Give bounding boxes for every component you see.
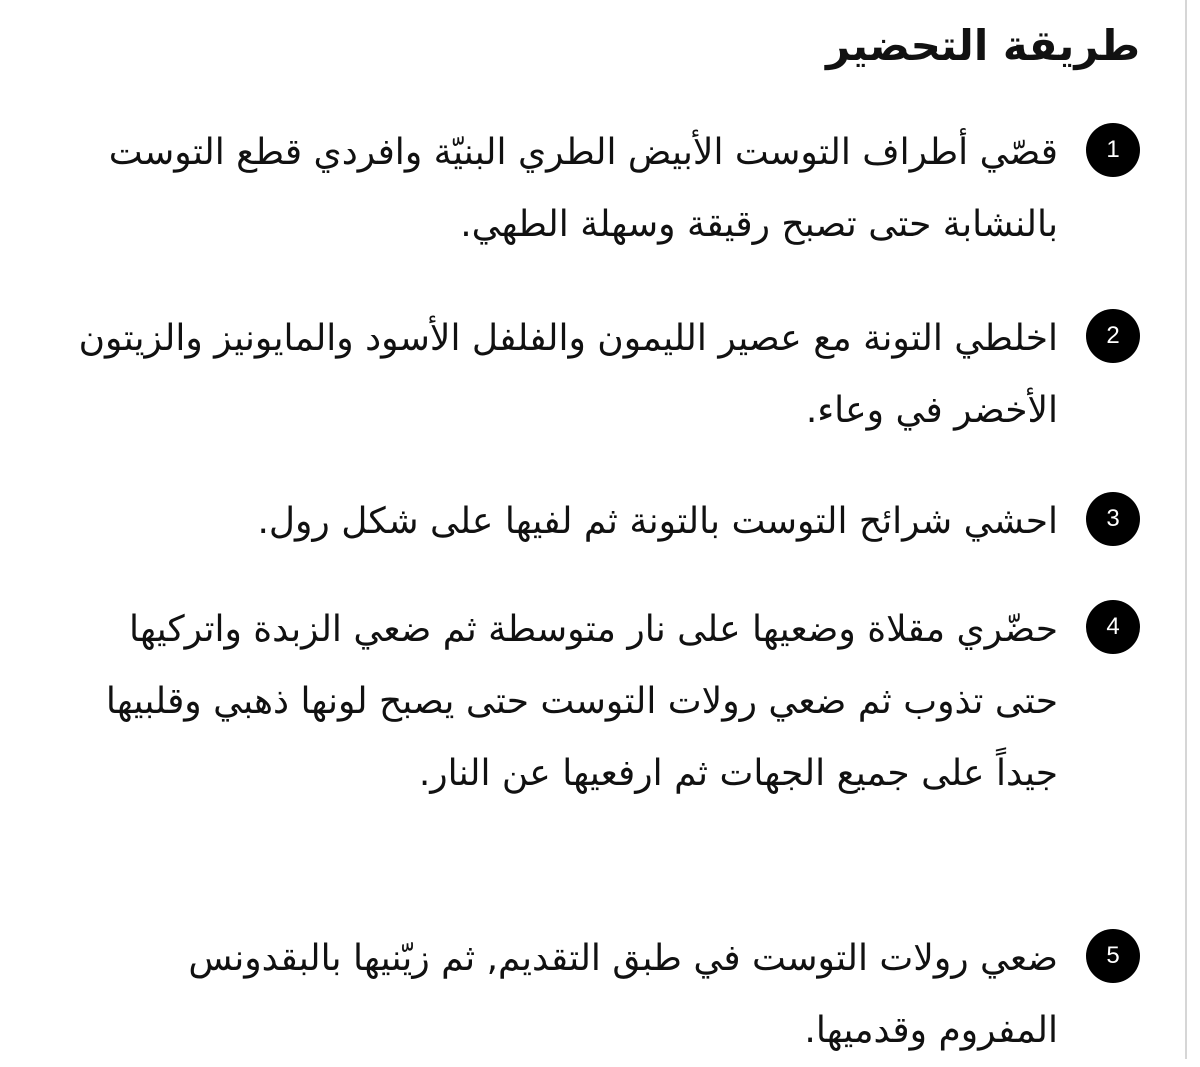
step-item [40, 117, 1140, 261]
step-text: احشي شرائح التوست بالتونة ثم لفيها على شكل رول. [257, 501, 1058, 542]
step-number-badge: 3 [1086, 492, 1140, 546]
step-number-badge: 1 [1086, 123, 1140, 177]
step-number-badge: 5 [1086, 929, 1140, 983]
step-number-badge: 4 [1086, 600, 1140, 654]
step-number-badge: 2 [1086, 309, 1140, 363]
step-item [40, 923, 1140, 1067]
scroll-divider [1185, 0, 1187, 1059]
step-text: حضّري مقلاة وضعيها على نار متوسطة ثم ضعي الزبدة واتركيها حتى تذوب ثم ضعي رولات التوست حتى يصبح لونها ذهبي وقلبيها جيداً على جميع الجهات ثم ارفعيها عن النار. [105, 609, 1058, 794]
step-text: اخلطي التونة مع عصير الليمون والفلفل الأسود والمايونيز والزيتون الأخضر في وعاء. [78, 318, 1058, 431]
page-title: طريقة التحضير [825, 21, 1140, 70]
step-text: ضعي رولات التوست في طبق التقديم, ثم زيّنيها بالبقدونس المفروم وقدميها. [188, 938, 1058, 1051]
step-text: قصّي أطراف التوست الأبيض الطري البنيّة وافردي قطع التوست بالنشابة حتى تصبح رقيقة وسهلة الطهي. [108, 132, 1058, 245]
step-item [40, 594, 1140, 810]
step-item [40, 486, 1140, 558]
step-item [40, 303, 1140, 447]
